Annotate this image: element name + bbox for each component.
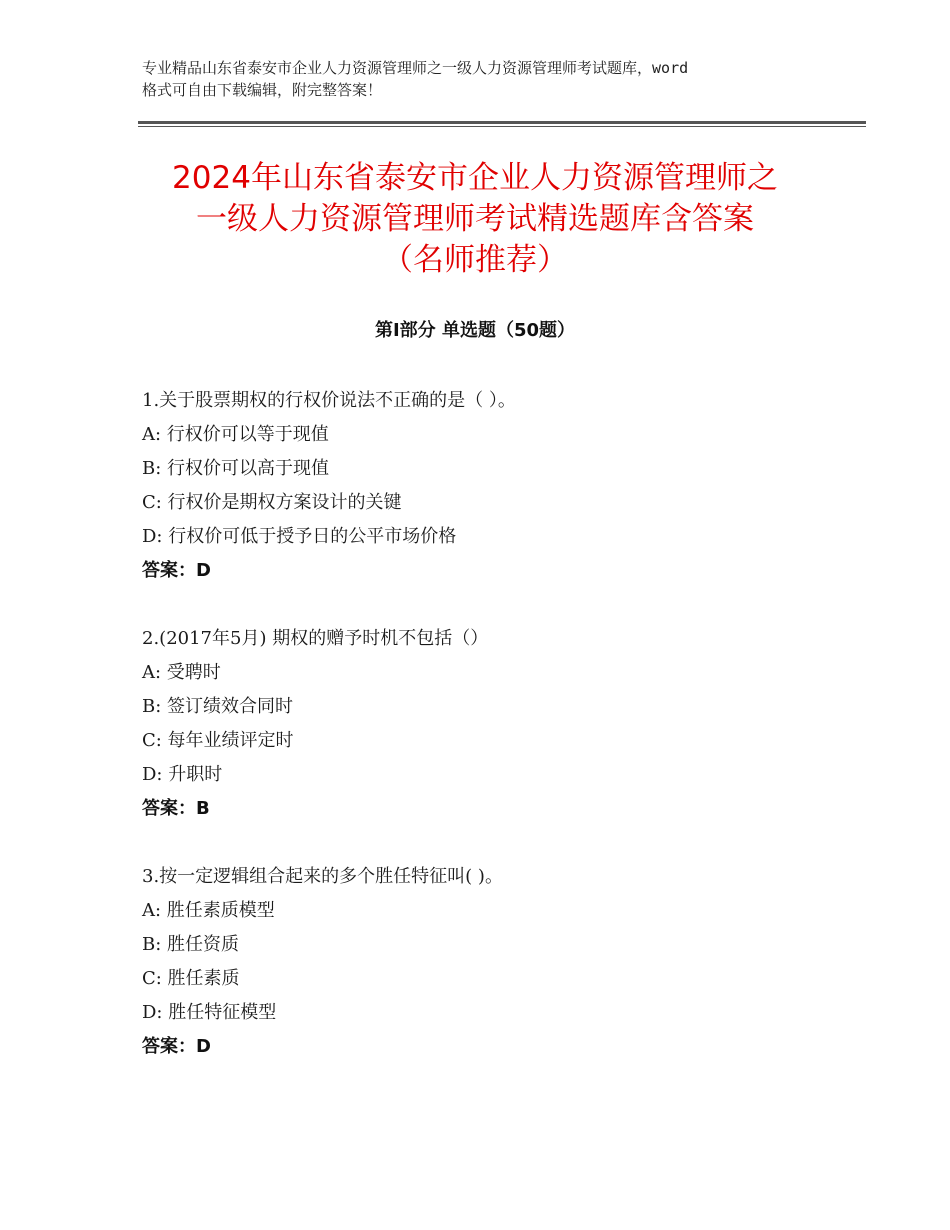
header-divider — [138, 121, 866, 124]
header-divider-thin — [138, 126, 866, 127]
option-d: D: 升职时 — [142, 764, 223, 785]
question-stem: 1.关于股票期权的行权价说法不正确的是（ ）。 — [142, 390, 516, 411]
question-stem: 2.(2017年5月) 期权的赠予时机不包括（） — [142, 628, 489, 649]
title-line: 2024年山东省泰安市企业人力资源管理师之 — [172, 160, 778, 196]
answer-label: 答案：B — [142, 798, 210, 819]
section-title: 第Ⅰ部分 单选题（50题） — [374, 320, 575, 341]
header-note-line: 专业精品山东省泰安市企业人力资源管理师之一级人力资源管理师考试题库，word — [142, 59, 689, 77]
option-b: B: 胜任资质 — [142, 934, 240, 955]
option-c: C: 行权价是期权方案设计的关键 — [142, 492, 402, 513]
header-note — [142, 57, 842, 101]
question-stem: 3.按一定逻辑组合起来的多个胜任特征叫( )。 — [142, 866, 503, 887]
option-a: A: 胜任素质模型 — [142, 900, 275, 921]
question-list — [142, 384, 862, 1098]
option-d: D: 行权价可低于授予日的公平市场价格 — [142, 526, 457, 547]
header-note-line: 格式可自由下载编辑，附完整答案！ — [142, 81, 383, 99]
question-item — [142, 384, 862, 588]
option-c: C: 胜任素质 — [142, 968, 240, 989]
title-line: （名师推荐） — [382, 242, 568, 278]
option-a: A: 行权价可以等于现值 — [142, 424, 329, 445]
document-title — [110, 158, 840, 281]
option-b: B: 行权价可以高于现值 — [142, 458, 330, 479]
option-d: D: 胜任特征模型 — [142, 1002, 277, 1023]
question-item — [142, 860, 862, 1064]
option-b: B: 签订绩效合同时 — [142, 696, 294, 717]
answer-label: 答案：D — [142, 1036, 211, 1057]
option-a: A: 受聘时 — [142, 662, 221, 683]
answer-label: 答案：D — [142, 560, 211, 581]
question-item — [142, 622, 862, 826]
option-c: C: 每年业绩评定时 — [142, 730, 294, 751]
title-line: 一级人力资源管理师考试精选题库含答案 — [196, 201, 754, 237]
